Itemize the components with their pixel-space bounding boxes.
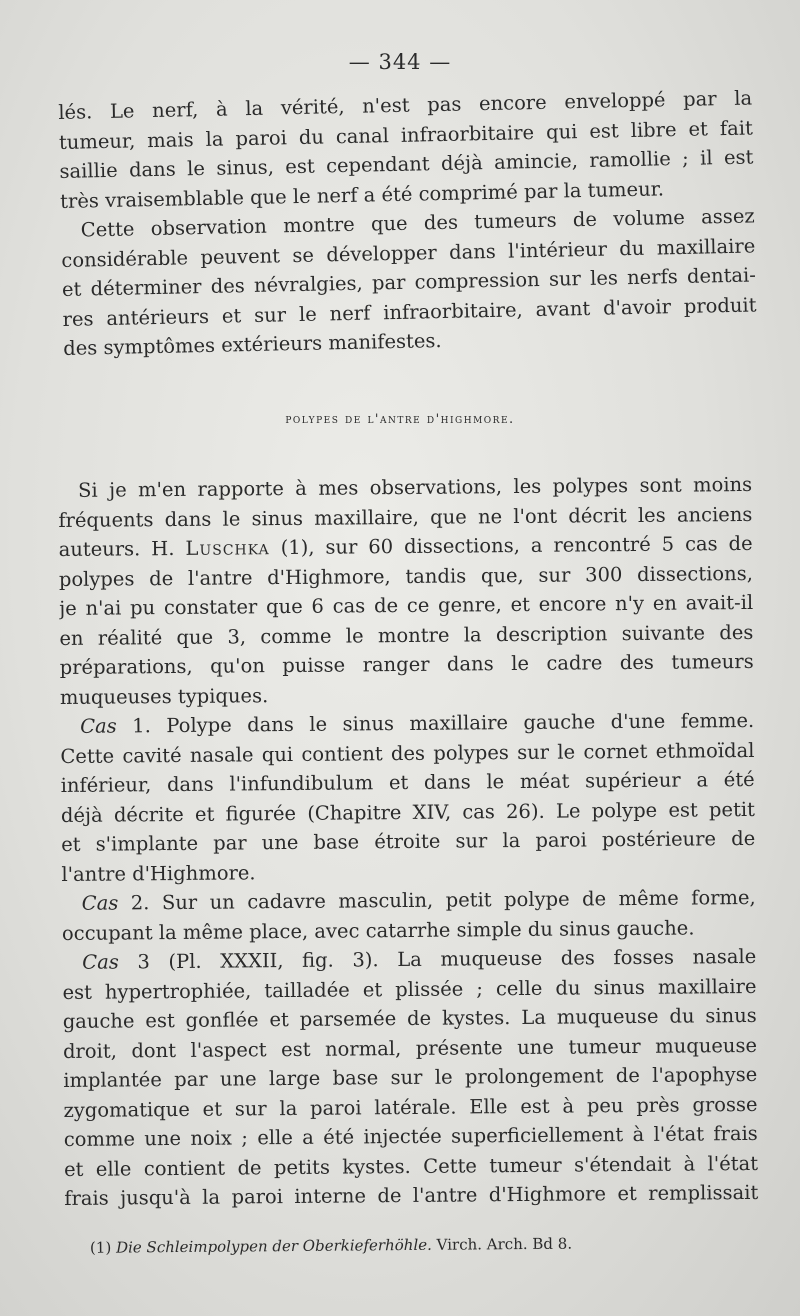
text-line: tumeur, mais la paroi du canal infraorbitaire qui est libre et fait bbox=[58, 115, 754, 154]
text-line: en réalité que 3, comme le montre la description suivante des bbox=[59, 620, 754, 650]
text-fragment: 1. Polype dans le sinus maxillaire gauche d'une femme. bbox=[116, 708, 755, 738]
text-line: et s'implante par une base étroite sur la paroi postérieure de bbox=[61, 826, 756, 856]
text-line: lés. Le nerf, à la vérité, n'est pas encore enveloppé par la bbox=[58, 86, 753, 124]
author-name: Luschka bbox=[185, 536, 270, 560]
text-line: préparations, qu'on puisse ranger dans le cadre des tumeurs bbox=[59, 649, 754, 679]
text-line: très vraisemblable que le nerf a été comprimé par la tumeur. bbox=[59, 176, 665, 213]
footnote-reference: Virch. Arch. Bd 8. bbox=[431, 1234, 573, 1254]
text-line: zygomatique et sur la paroi latérale. Elle est à peu près grosse bbox=[63, 1092, 758, 1122]
text-line: Cette observation montre que des tumeurs de volume assez bbox=[80, 204, 755, 242]
case-label: Cas bbox=[81, 891, 119, 915]
case-label: Cas bbox=[80, 714, 117, 738]
page-number: — 344 — bbox=[348, 50, 452, 74]
text-line: déjà décrite et figurée (Chapitre XIV, cas 26). Le polype est petit bbox=[60, 797, 756, 827]
text-line: je n'ai pu constater que 6 cas de ce genre, et encore n'y en avait-il bbox=[59, 590, 754, 620]
text-line: l'antre d'Highmore. bbox=[61, 860, 256, 886]
text-line: comme une noix ; elle a été injectée superficiellement à l'état frais bbox=[63, 1121, 758, 1151]
text-line: muqueuses typiques. bbox=[59, 683, 269, 709]
paragraph-continuation bbox=[58, 83, 757, 363]
text-fragment: auteurs. H. bbox=[58, 536, 186, 561]
footnote-marker: (1) bbox=[89, 1238, 117, 1257]
section-body bbox=[58, 470, 758, 1214]
text-line: et déterminer des névralgies, par compression sur les nerfs dentai- bbox=[61, 263, 757, 301]
text-fragment: (1), sur 60 dissections, a rencontré 5 cas de bbox=[269, 531, 753, 560]
text-line: des symptômes extérieurs manifestes. bbox=[63, 329, 442, 360]
section-heading: polypes de l'antre d'highmore. bbox=[285, 412, 515, 427]
text-line: polypes de l'antre d'Highmore, tandis que, sur 300 dissections, bbox=[58, 561, 753, 591]
case-label: Cas bbox=[82, 950, 119, 974]
text-line: implantée par une large base sur le prolongement de l'apophyse bbox=[63, 1062, 758, 1092]
text-line: res antérieurs et sur le nerf infraorbitaire, avant d'avoir produit bbox=[62, 292, 757, 331]
footnote bbox=[90, 1233, 730, 1257]
text-line: occupant la même place, avec catarrhe simple du sinus gauche. bbox=[61, 915, 695, 945]
text-line: saillie dans le sinus, est cependant déjà amincie, ramollie ; il est bbox=[59, 145, 754, 183]
text-line: est hypertrophiée, tailladée et plissée ; celle du sinus maxillaire bbox=[62, 974, 757, 1004]
text-fragment: 3 (Pl. XXXII, fig. 3). La muqueuse des fosses nasale bbox=[118, 944, 757, 974]
text-fragment: 2. Sur un cadavre masculin, petit polype de même forme, bbox=[118, 885, 756, 915]
text-line: et elle contient de petits kystes. Cette tumeur s'étendait à l'état bbox=[63, 1151, 759, 1181]
text-line: gauche est gonflée et parsemée de kystes. La muqueuse du sinus bbox=[62, 1003, 757, 1033]
text-line: fréquents dans le sinus maxillaire, que ne l'ont décrit les anciens bbox=[58, 502, 753, 532]
text-line: Si je m'en rapporte à mes observations, les polypes sont moins bbox=[78, 472, 753, 502]
footnote-title: Die Schleimpolypen der Oberkieferhöhle. bbox=[115, 1235, 432, 1257]
text-line: Cette cavité nasale qui contient des polypes sur le cornet ethmoïdal bbox=[60, 738, 755, 768]
text-line: frais jusqu'à la paroi interne de l'antre d'Highmore et remplissait bbox=[64, 1180, 759, 1210]
text-line: considérable peuvent se développer dans l'intérieur du maxillaire bbox=[61, 233, 756, 272]
text-line: droit, dont l'aspect est normal, présente une tumeur muqueuse bbox=[62, 1033, 758, 1063]
text-line: inférieur, dans l'infundibulum et dans le méat supérieur a été bbox=[60, 767, 755, 797]
